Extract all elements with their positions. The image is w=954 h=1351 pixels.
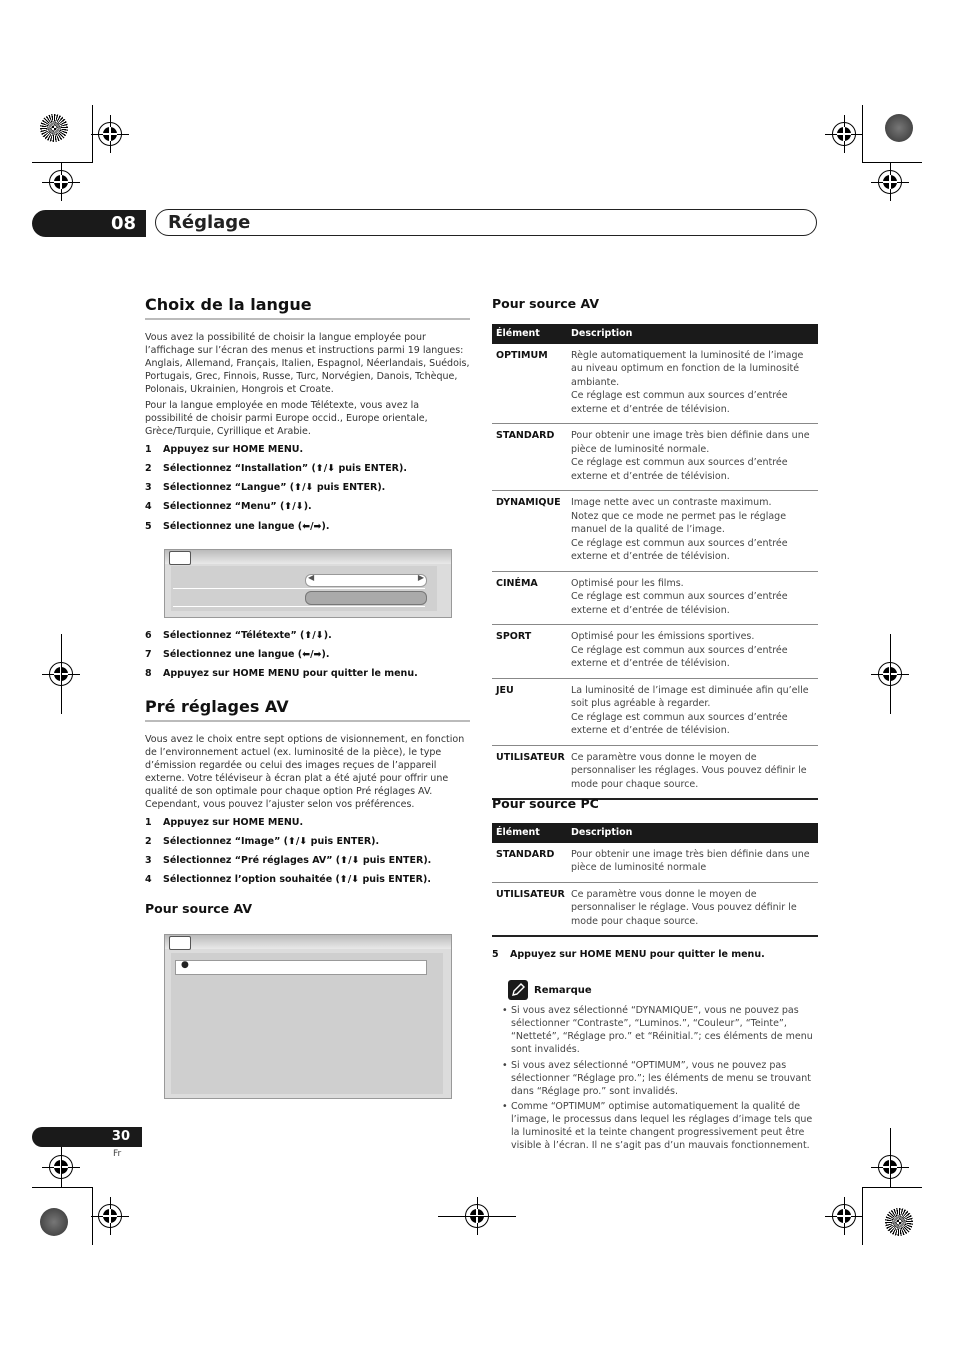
table-row — [492, 678, 818, 745]
color-target-icon — [885, 1208, 913, 1236]
menu-icon — [169, 551, 191, 565]
language-code: Fr — [113, 1149, 122, 1159]
element-name-cell: SPORT — [492, 625, 567, 679]
chapter-number: 08 — [110, 213, 136, 234]
description-cell: La luminosité de l’image est diminuée afin qu’elle soit plus agréable à regarder. Ce réglage est commun aux sources d’entrée externe et d’entrée de télévision. — [567, 678, 818, 745]
table-row — [492, 745, 818, 799]
selected-option-row — [175, 960, 427, 975]
table-row — [492, 625, 818, 679]
note-item: • Si vous avez sélectionné “OPTIMUM”, vous ne pouvez pas sélectionner “Réglage pro.”; les éléments de menu se trouvant dans “Réglage pro.” sont invalidés. — [511, 1059, 817, 1098]
pc-source-table — [492, 823, 818, 937]
av-preset-menu-screenshot — [164, 934, 452, 1099]
note-item: • Si vous avez sélectionné “DYNAMIQUE”, vous ne pouvez pas sélectionner “Contraste”, “Luminos.”, “Couleur”, “Teinte”, “Netteté”, “Réglage pro.” et “Réinitial.”; ces éléments de menu sont invalidés. — [511, 1004, 817, 1056]
element-name-cell: UTILISATEUR — [492, 882, 567, 936]
section-rule — [145, 720, 470, 722]
step-item: 4 Sélectionnez “Menu” (⬆/⬇). — [145, 501, 312, 512]
description-cell: Optimisé pour les films. Ce réglage est commun aux sources d’entrée externe et d’entrée de télévision. — [567, 571, 818, 625]
step-item: 4 Sélectionnez l’option souhaitée (⬆/⬇ puis ENTER). — [145, 874, 431, 885]
registration-mark-icon — [98, 122, 122, 146]
step-item: 2 Sélectionnez “Installation” (⬆/⬇ puis ENTER). — [145, 463, 407, 474]
color-target-icon — [40, 1208, 68, 1236]
step-item: 5 Appuyez sur HOME MENU pour quitter le menu. — [492, 949, 765, 960]
registration-mark-icon — [832, 1204, 856, 1228]
step-item: 7 Sélectionnez une langue (⬅/➡). — [145, 649, 330, 660]
table-row — [492, 843, 818, 883]
bullet-icon: ● — [181, 960, 189, 970]
description-cell: Pour obtenir une image très bien définie dans une pièce de luminosité normale. Ce réglage est commun aux sources d’entrée externe et d’entrée de télévision. — [567, 424, 818, 491]
table-row — [492, 424, 818, 491]
element-name-cell: OPTIMUM — [492, 344, 567, 424]
table-row — [492, 571, 818, 625]
description-cell: Optimisé pour les émissions sportives. Ce réglage est commun aux sources d’entrée externe et d’entrée de télévision. — [567, 625, 818, 679]
section-title-av-presets: Pré réglages AV — [145, 697, 289, 716]
step-item: 8 Appuyez sur HOME MENU pour quitter le menu. — [145, 668, 418, 679]
registration-mark-icon — [878, 170, 902, 194]
table-header-row — [492, 324, 818, 344]
color-target-icon — [40, 114, 68, 142]
teletext-selector — [305, 591, 427, 605]
step-item: 1 Appuyez sur HOME MENU. — [145, 444, 304, 455]
registration-mark-icon — [832, 122, 856, 146]
settings-icon — [169, 936, 191, 950]
element-name-cell: UTILISATEUR — [492, 745, 567, 799]
table-header-row — [492, 823, 818, 843]
page-number: 30 — [111, 1129, 130, 1144]
column-header-description: Description — [567, 823, 818, 843]
note-icon — [508, 980, 528, 1000]
language-menu-screenshot — [164, 549, 452, 618]
arrow-left-icon: ◀ — [308, 573, 315, 582]
av-source-table — [492, 324, 818, 800]
element-name-cell: STANDARD — [492, 424, 567, 491]
table-row — [492, 344, 818, 424]
note-item: • Comme “OPTIMUM” optimise automatiquement la qualité de l’image, le processus dans lequel les réglages d’image tels que la luminosité et la teinte changent progressivement peut être visible à l’écran. Il ne s’agit pas d’un mauvais fonctionnement. — [511, 1100, 817, 1152]
element-name-cell: JEU — [492, 678, 567, 745]
language-paragraph-1: Vous avez la possibilité de choisir la langue employée pour l’affichage sur l’écran des menus et instructions parmi 19 langues: Anglais, Allemand, Français, Italien, Espagnol, Néerlandais, Suédois, Portugais, Grec, Finnois, Russe, Turc, Norvégien, Danois, Tchèque, Polonais, Ukrainien, Hongrois et Croate. — [145, 332, 470, 395]
description-cell: Règle automatiquement la luminosité de l’image au niveau optimum en fonction de la luminosité ambiante. Ce réglage est commun aux sources d’entrée externe et d’entrée de télévision. — [567, 344, 818, 424]
subheading-source-pc: Pour source PC — [492, 796, 599, 811]
subheading-source-av: Pour source AV — [492, 296, 599, 311]
step-item: 3 Sélectionnez “Langue” (⬆/⬇ puis ENTER). — [145, 482, 386, 493]
element-name-cell: DYNAMIQUE — [492, 491, 567, 572]
chapter-title: Réglage — [155, 209, 817, 236]
section-title-language: Choix de la langue — [145, 295, 312, 314]
color-target-icon — [885, 114, 913, 142]
note-title: Remarque — [534, 985, 592, 996]
column-header-element: Élément — [492, 823, 567, 843]
step-item: 5 Sélectionnez une langue (⬅/➡). — [145, 521, 330, 532]
column-header-description: Description — [567, 324, 818, 344]
element-name-cell: CINÉMA — [492, 571, 567, 625]
step-item: 6 Sélectionnez “Télétexte” (⬆/⬇). — [145, 630, 332, 641]
arrow-right-icon: ▶ — [417, 573, 424, 582]
table-row — [492, 491, 818, 572]
page-number-badge — [32, 1127, 142, 1147]
column-header-element: Élément — [492, 324, 567, 344]
description-cell: Pour obtenir une image très bien définie dans une pièce de luminosité normale — [567, 843, 818, 883]
section-rule — [145, 318, 470, 320]
step-item: 1 Appuyez sur HOME MENU. — [145, 817, 304, 828]
av-paragraph: Vous avez le choix entre sept options de visionnement, en fonction de l’environnement actuel (ex. luminosité de la pièce), le type d’émission regardée ou celui des images reçues de l’appareil externe. Votre téléviseur à écran plat a été ajuté pour offrir une qualité de son optimale pour chaque option Pré réglages AV. Cependant, vous pouvez l’ajuster selon vos préférences. — [145, 734, 465, 810]
step-item: 3 Sélectionnez “Pré réglages AV” (⬆/⬇ puis ENTER). — [145, 855, 432, 866]
registration-mark-icon — [98, 1204, 122, 1228]
table-row — [492, 882, 818, 936]
language-selector — [305, 574, 427, 587]
element-name-cell: STANDARD — [492, 843, 567, 883]
chapter-number-badge — [32, 210, 146, 237]
description-cell: Image nette avec un contraste maximum. Notez que ce mode ne permet pas le réglage manuel de la qualité de l’image. Ce réglage est commun aux sources d’entrée externe et d’entrée de télévision. — [567, 491, 818, 572]
subheading-source-av: Pour source AV — [145, 901, 252, 916]
language-paragraph-2: Pour la langue employée en mode Télétexte, vous avez la possibilité de choisir parmi Europe occid., Europe orientale, Grèce/Turquie, Cyrillique et Arabie. — [145, 400, 428, 437]
description-cell: Ce paramètre vous donne le moyen de personnaliser le réglage. Vous pouvez définir le mode pour chaque source. — [567, 882, 818, 936]
description-cell: Ce paramètre vous donne le moyen de personnaliser les réglages. Vous pouvez définir le mode pour chaque source. — [567, 745, 818, 799]
registration-mark-icon — [49, 170, 73, 194]
step-item: 2 Sélectionnez “Image” (⬆/⬇ puis ENTER). — [145, 836, 380, 847]
